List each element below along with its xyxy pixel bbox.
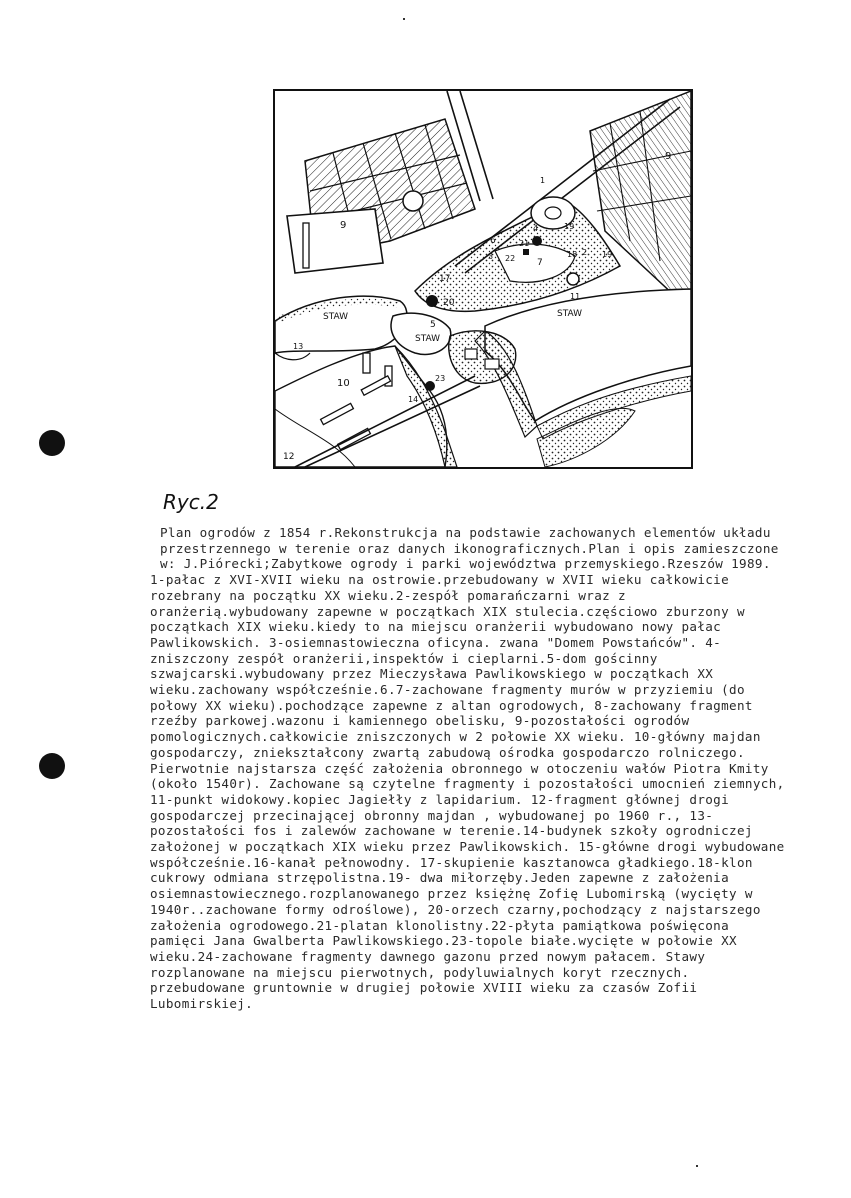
palace-islet [449, 331, 516, 383]
figure-caption [150, 525, 790, 1012]
label-2: 2 [582, 248, 588, 257]
label-9-left: 9 [340, 220, 347, 231]
label-staw-left: STAW [323, 312, 349, 322]
label-23: 23 [435, 374, 446, 383]
label-18: 18 [567, 250, 578, 259]
scan-speck [696, 1165, 698, 1167]
label-7: 7 [537, 258, 543, 268]
label-11: 11 [570, 292, 581, 301]
label-17: 17 [439, 274, 451, 284]
label-12: 12 [283, 452, 295, 462]
orchard-grid-right [590, 91, 691, 311]
figure-title: Ryc.2 [163, 490, 219, 514]
label-6: 6 [490, 236, 496, 246]
punch-hole-bottom [39, 753, 65, 779]
label-1: 1 [540, 176, 546, 185]
label-14: 14 [408, 395, 419, 404]
garden-plan-map [273, 89, 693, 469]
label-5: 5 [430, 320, 436, 330]
label-9-right: 9 [665, 151, 672, 162]
label-19-b: 19 [602, 250, 613, 259]
majdan-10 [275, 346, 447, 467]
caption-intro: Plan ogrodów z 1854 r.Rekonstrukcja na podstawie zachowanych elementów układu przestrzennego w terenie oraz danych ikonograficznych.Plan i opis zamieszczone w: J.Piórecki;Zabytkowe ogrody i parki województwa przemyskiego.Rzeszów 1989. [160, 525, 779, 572]
label-20: 20 [443, 298, 455, 308]
label-3: 3 [488, 252, 494, 261]
plot-9-left [287, 209, 383, 273]
punch-hole-top [39, 430, 65, 456]
garden-plan-drawing [275, 91, 691, 467]
label-10: 10 [337, 378, 350, 389]
label-19-a: 19 [564, 222, 575, 231]
label-staw-center: STAW [415, 334, 441, 344]
scan-speck [403, 18, 405, 20]
label-21: 21 [519, 239, 530, 248]
caption-legend: 1-pałac z XVI-XVII wieku na ostrowie.przebudowany w XVII wieku całkowicie rozebrany na początku XX wieku.2-zespół pomarańczarni wraz z oranżerią.wybudowany zapewne w początkach XIX stulecia.częściowo zburzony w początkach XIX wieku.kiedy to na miejscu oranżerii wybudowano nowy pałac Pawlikowskich. 3-osiemnastowieczna oficyna. zwana "Domem Powstańców". 4-zniszczony zespół oranżerii,inspektów i cieplarni.5-dom gościnny szwajcarski.wybudowany przez Mieczysława Pawlikowskiego w początkach XX wieku.zachowany współcześnie.6.7-zachowane fragmenty murów w przyziemiu (do połowy XX wieku).pochodzące zapewne z altan ogrodowych, 8-zachowany fragment rzeźby parkowej.wazonu i kamiennego obelisku, 9-pozostałości ogrodów pomologicznych.całkowicie zniszczonych w 2 połowie XX wieku. 10-główny majdan gospodarczy, zniekształcony zwartą zabudową ośrodka gospodarczo rolniczego. Pierwotnie najstarsza część założenia obronnego w otoczeniu wałów Piotra Kmity (około 1540r). Zachowane są czytelne fragmenty i pozostałości umocnień ziemnych, 11-punkt widokowy.kopiec Jagiełły z lapidarium. 12-fragment głównej drogi gospodarczej przecinającej obronny majdan , wybudowanej po 1960 r., 13-pozostałości fos i zalewów zachowane w terenie.14-budynek szkoły ogrodniczej założonej w początkach XIX wieku przez Pawlikowskich. 15-główne drogi wybudowane współcześnie.16-kanał pełnowodny. 17-skupienie kasztanowca gładkiego.18-klon cukrowy odmiana strzępolistna.19- dwa miłorzęby.Jeden zapewne z założenia osiemnastowiecznego.rozplanowanego przez księżnę Zofię Lubomirską (wycięty w 1940r..zachowane formy odroślowe), 20-orzech czarny,pochodzący z najstarszego założenia ogrodowego.21-platan klonolistny.22-płyta pamiątkowa poświęcona pamięci Jana Gwalberta Pawlikowskiego.23-topole białe.wycięte w połowie XX wieku.24-zachowane fragmenty dawnego gazonu przed nowym pałacem. Stawy rozplanowane na miejscu pierwotnych, podyluwialnych koryt rzecznych. przebudowane gruntownie w drugiej połowie XVIII wieku za czasów Zofii Lubomirskiej. [150, 572, 785, 1012]
label-4: 4 [533, 224, 539, 233]
label-staw-right: STAW [557, 309, 583, 319]
label-22: 22 [505, 254, 516, 263]
label-13: 13 [293, 342, 304, 351]
